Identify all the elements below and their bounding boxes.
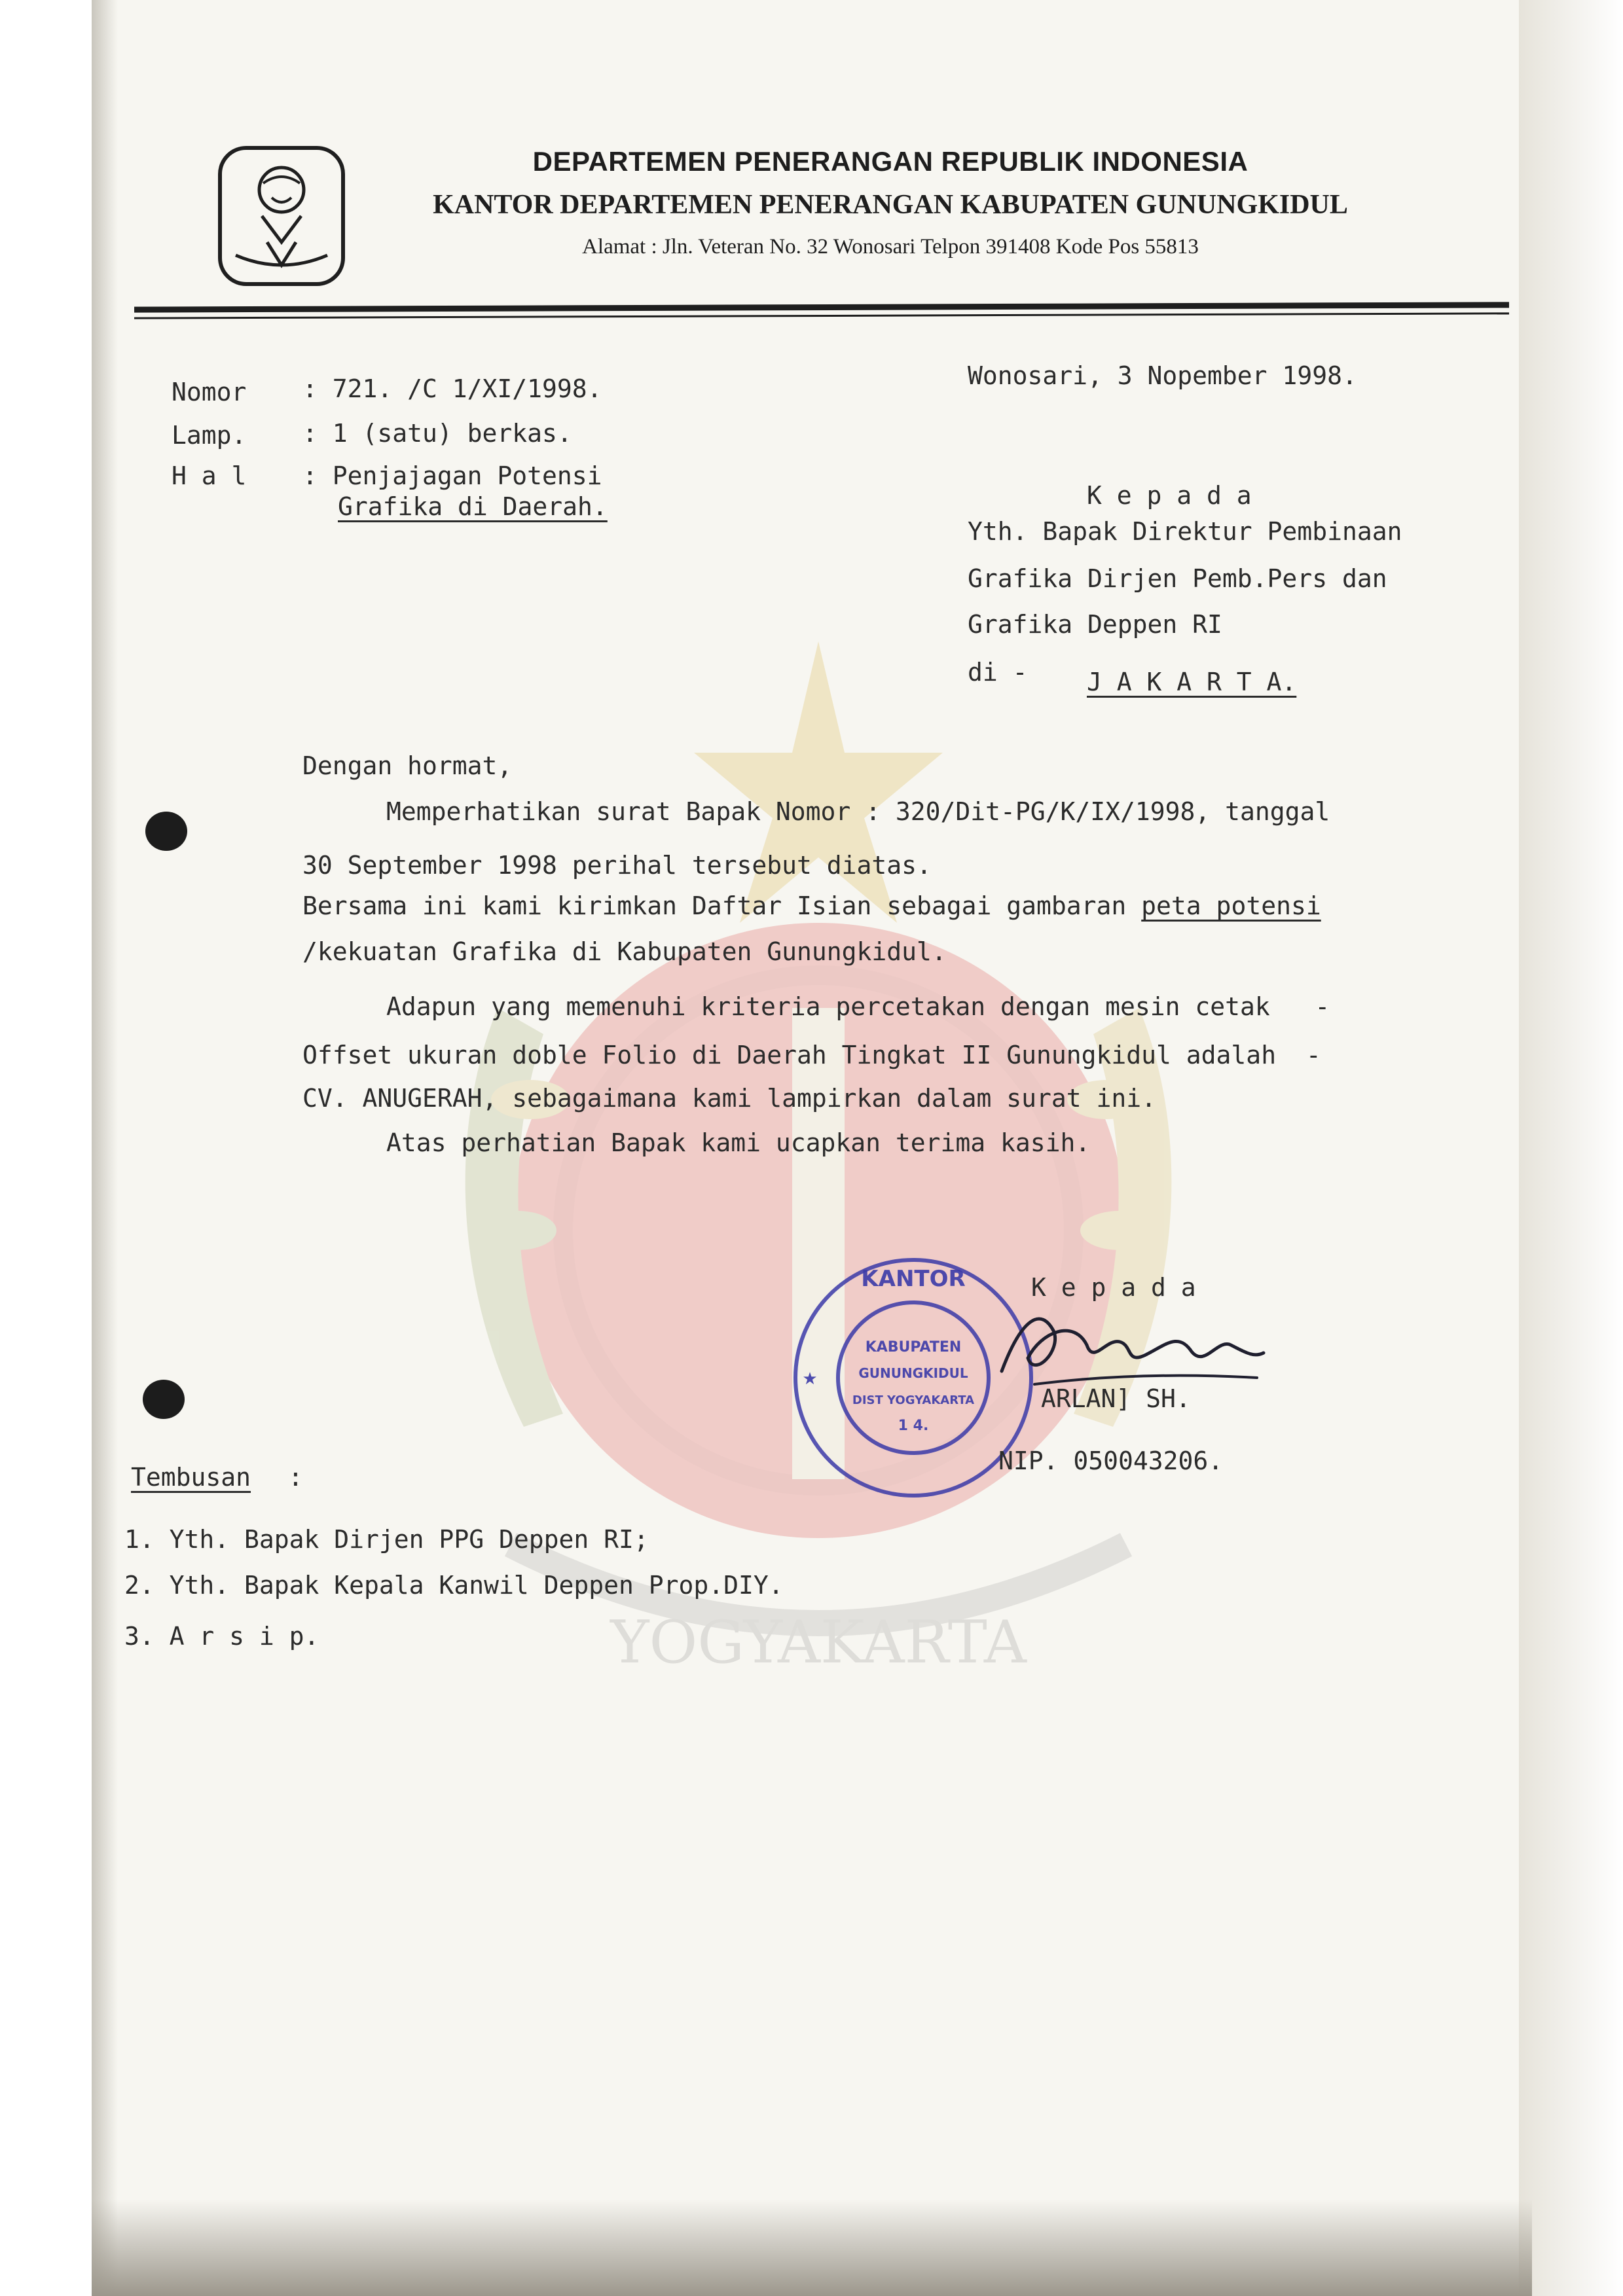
paragraph2-line2: Offset ukuran doble Folio di Daerah Tingkat II Gunungkidul adalah - xyxy=(302,1041,1321,1069)
paper-bottom-shadow xyxy=(92,2199,1532,2296)
watermark-text: YOGYAKARTA xyxy=(610,1608,1027,1677)
nomor-label: Nomor xyxy=(172,378,247,406)
cc-title: Tembusan xyxy=(131,1463,251,1492)
signatory-nip: NIP. 050043206. xyxy=(998,1446,1224,1475)
letterhead-office: KANTOR DEPARTEMEN PENERANGAN KABUPATEN GUNUNGKIDUL xyxy=(433,190,1348,220)
stamp-line1: KABUPATEN xyxy=(865,1339,962,1355)
letterhead xyxy=(367,141,1414,259)
recipient-line3: Grafika Deppen RI xyxy=(968,610,1222,639)
cc-item-2: 2. Yth. Bapak Kepala Kanwil Deppen Prop.DIY. xyxy=(124,1571,784,1600)
salutation: Dengan hormat, xyxy=(302,751,513,780)
hal-value-line2: Grafika di Daerah. xyxy=(338,492,608,521)
paper-right-edge xyxy=(1519,0,1623,2296)
recipient-line1: Yth. Bapak Direktur Pembinaan xyxy=(968,517,1402,546)
recipient-kepada: K e p a d a xyxy=(1087,481,1252,510)
closing-sentence: Atas perhatian Bapak kami ucapkan terima kasih. xyxy=(386,1128,1091,1157)
recipient-line2: Grafika Dirjen Pemb.Pers dan xyxy=(968,564,1387,593)
cc-item-3: 3. A r s i p. xyxy=(124,1622,319,1651)
paragraph1-line3-underlined: peta potensi xyxy=(1141,891,1321,920)
stamp-star: ★ xyxy=(802,1369,818,1389)
punch-hole-upper xyxy=(145,812,187,851)
lamp-value: : 1 (satu) berkas. xyxy=(302,419,572,448)
hal-value-line1: : Penjajagan Potensi xyxy=(302,461,602,490)
paragraph1-line1: Memperhatikan surat Bapak Nomor : 320/Dit-PG/K/IX/1998, tanggal xyxy=(386,797,1330,826)
cc-colon: : xyxy=(288,1463,303,1492)
nomor-value: : 721. /C 1/XI/1998. xyxy=(302,374,602,403)
paragraph2-line3: CV. ANUGERAH, sebagaimana kami lampirkan dalam surat ini. xyxy=(302,1084,1157,1113)
signature-kepada: K e p a d a xyxy=(1031,1273,1196,1302)
hal-label: H a l xyxy=(172,461,247,490)
place-date: Wonosari, 3 Nopember 1998. xyxy=(968,361,1357,390)
cc-item-1: 1. Yth. Bapak Dirjen PPG Deppen RI; xyxy=(124,1525,649,1554)
stamp-line2: GUNUNGKIDUL xyxy=(858,1365,968,1381)
stamp-line3: DIST YOGYAKARTA xyxy=(852,1393,975,1407)
paragraph2-line1: Adapun yang memenuhi kriteria percetakan dengan mesin cetak - xyxy=(386,992,1330,1021)
recipient-di: di - xyxy=(968,658,1028,687)
paragraph1-line3-text: Bersama ini kami kirimkan Daftar Isian sebagai gambaran xyxy=(302,891,1142,920)
deppen-logo xyxy=(216,144,347,288)
letterhead-address: Alamat : Jln. Veteran No. 32 Wonosari Telpon 391408 Kode Pos 55813 xyxy=(582,235,1199,259)
recipient-city: J A K A R T A. xyxy=(1087,668,1297,696)
paper-edge-shadow xyxy=(92,0,118,2296)
punch-hole-lower xyxy=(143,1380,185,1419)
stamp-top-text: KANTOR xyxy=(861,1266,966,1292)
paragraph1-line2: 30 September 1998 perihal tersebut diatas. xyxy=(302,851,932,880)
signatory-name: ARLAN] SH. xyxy=(1041,1384,1191,1413)
paragraph1-line3 xyxy=(302,891,1321,920)
paragraph1-line4: /kekuatan Grafika di Kabupaten Gunungkidul. xyxy=(302,937,947,966)
stamp-line4: 1 4. xyxy=(898,1418,929,1434)
lamp-label: Lamp. xyxy=(172,421,247,450)
letterhead-department: DEPARTEMEN PENERANGAN REPUBLIK INDONESIA xyxy=(532,146,1249,177)
